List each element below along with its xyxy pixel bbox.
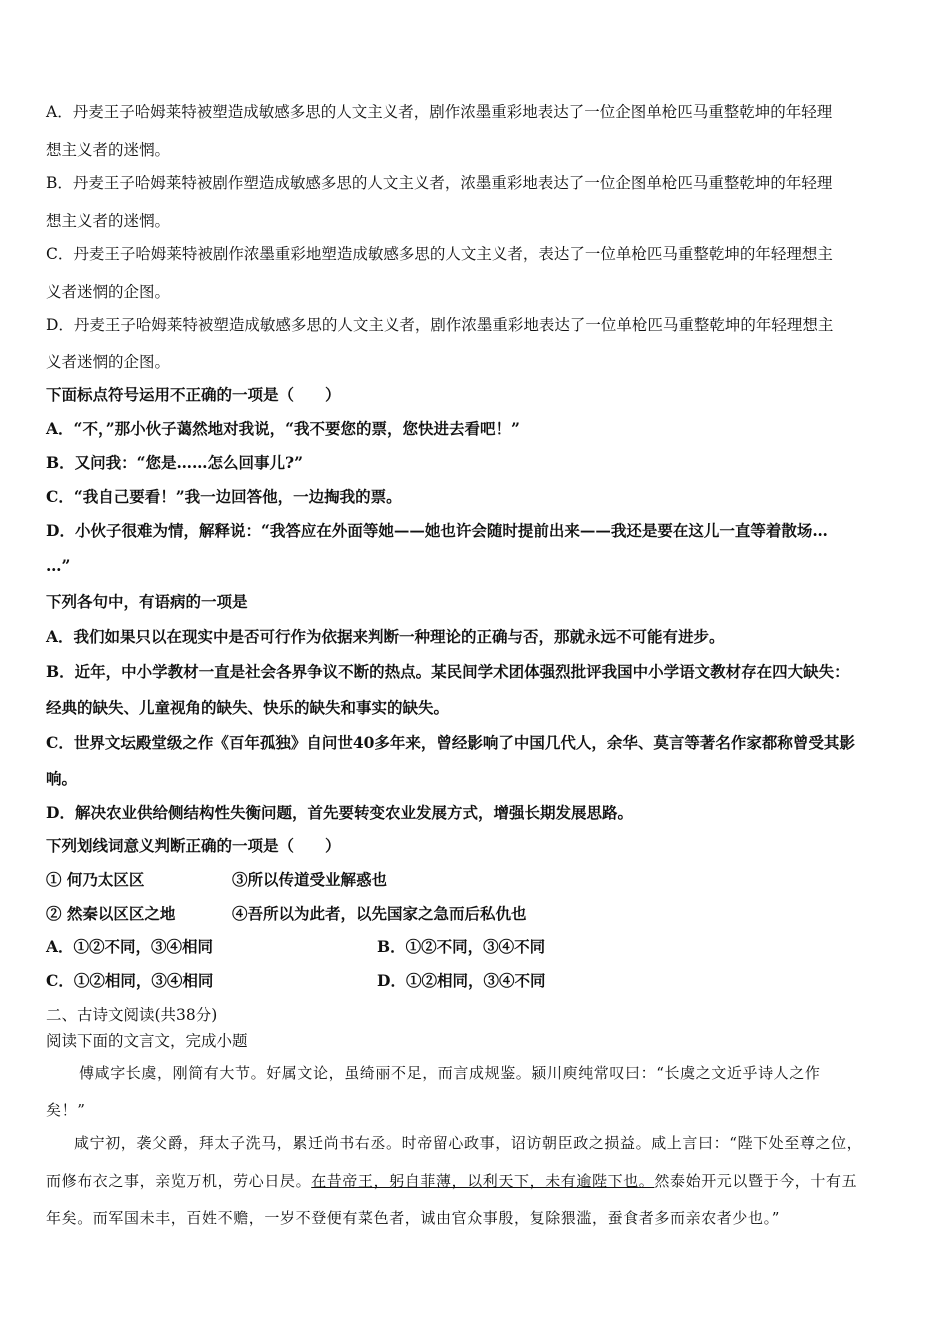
- option-c: C．“我自己要看！”我一边回答他，一边掏我的票。: [46, 487, 402, 506]
- option-d-line1: D．丹麦王子哈姆莱特被塑造成敏感多思的人文主义者，剧作浓墨重彩地表达了一位单枪匹马重整乾坤的年轻理想主: [46, 316, 834, 334]
- item-4: ④吾所以为此者，以先国家之急而后私仇也: [232, 904, 527, 923]
- passage-text: 然泰始开元以暨于今，十有五: [654, 1172, 858, 1190]
- option-d-line2: …”: [46, 556, 71, 575]
- section-heading: 二、古诗文阅读(共38分): [46, 1006, 218, 1024]
- passage-p1-line1: 傅咸字长虞，刚简有大节。好属文论，虽绮丽不足，而言成规鉴。颍川庾纯常叹曰：“长虞之文近乎诗人之作: [79, 1064, 821, 1082]
- option-c-line1: C．丹麦王子哈姆莱特被剧作浓墨重彩地塑造成敏感多思的人文主义者，表达了一位单枪匹马重整乾坤的年轻理想主: [46, 245, 833, 263]
- option-b: B．①②不同，③④不同: [377, 937, 546, 956]
- passage-text: 而修布衣之事，亲览万机，劳心日昃。: [46, 1172, 312, 1190]
- option-b: B．又问我：“您是……怎么回事儿?”: [46, 453, 304, 472]
- underlined-sentence: 在昔帝王，躬自菲薄，以利天下，未有逾陛下也。: [311, 1172, 655, 1190]
- item-3: ③所以传道受业解惑也: [232, 870, 388, 889]
- passage-p2-line2: [46, 1171, 857, 1191]
- option-a: A．“不，”那小伙子蔼然地对我说，“我不要您的票，您快进去看吧！”: [46, 419, 520, 438]
- option-a: A．①②不同，③④相同: [46, 937, 214, 956]
- passage-p2-line3: 年矣。而军国未丰，百姓不赡，一岁不登便有菜色者，诚由官众事殷，复除猥滥，蚕食者多而亲农者少也。”: [46, 1209, 780, 1227]
- option-b-line1: B．近年，中小学教材一直是社会各界争议不断的热点。某民间学术团体强烈批评我国中小学语文教材存在四大缺失：: [46, 662, 850, 681]
- option-b-line2: 经典的缺失、儿童视角的缺失、快乐的缺失和事实的缺失。: [46, 698, 450, 717]
- section-instruction: 阅读下面的文言文，完成小题: [46, 1032, 248, 1050]
- option-b-line1: B．丹麦王子哈姆莱特被剧作塑造成敏感多思的人文主义者，浓墨重彩地表达了一位企图单枪匹马重整乾坤的年轻理: [46, 174, 833, 192]
- item-1: ① 何乃太区区: [46, 870, 145, 889]
- option-b-line2: 想主义者的迷惘。: [46, 212, 171, 230]
- option-c-line2: 义者迷惘的企图。: [46, 283, 171, 301]
- option-c-line1: C．世界文坛殿堂级之作《百年孤独》自问世40多年来，曾经影响了中国几代人，余华、莫言等著名作家都称曾受其影: [46, 733, 855, 752]
- passage-p1-line2: 矣！”: [46, 1101, 86, 1119]
- option-a: A．我们如果只以在现实中是否可行作为依据来判断一种理论的正确与否，那就永远不可能有进步。: [46, 627, 725, 646]
- question-stem: 下面标点符号运用不正确的一项是（ ）: [46, 385, 341, 404]
- option-d: D．①②相同，③④不同: [377, 971, 546, 990]
- question-stem: 下列划线词意义判断正确的一项是（ ）: [46, 836, 341, 855]
- option-a-line2: 想主义者的迷惘。: [46, 141, 171, 159]
- option-d-line2: 义者迷惘的企图。: [46, 353, 171, 371]
- passage-p2-line1: 咸宁初，袭父爵，拜太子洗马，累迁尚书右丞。时帝留心政事，诏访朝臣政之损益。咸上言曰：“陛下处至尊之位，: [74, 1134, 863, 1152]
- option-c: C．①②相同，③④相同: [46, 971, 214, 990]
- option-d-line1: D．小伙子很难为情，解释说：“我答应在外面等她——她也许会随时提前出来——我还是要在这儿一直等着散场…: [46, 521, 828, 540]
- item-2: ② 然秦以区区之地: [46, 904, 176, 923]
- question-stem: 下列各句中，有语病的一项是: [46, 592, 248, 611]
- option-c-line2: 响。: [46, 769, 78, 788]
- option-d: D．解决农业供给侧结构性失衡问题，首先要转变农业发展方式，增强长期发展思路。: [46, 803, 633, 822]
- option-a-line1: A．丹麦王子哈姆莱特被塑造成敏感多思的人文主义者，剧作浓墨重彩地表达了一位企图单枪匹马重整乾坤的年轻理: [46, 103, 833, 121]
